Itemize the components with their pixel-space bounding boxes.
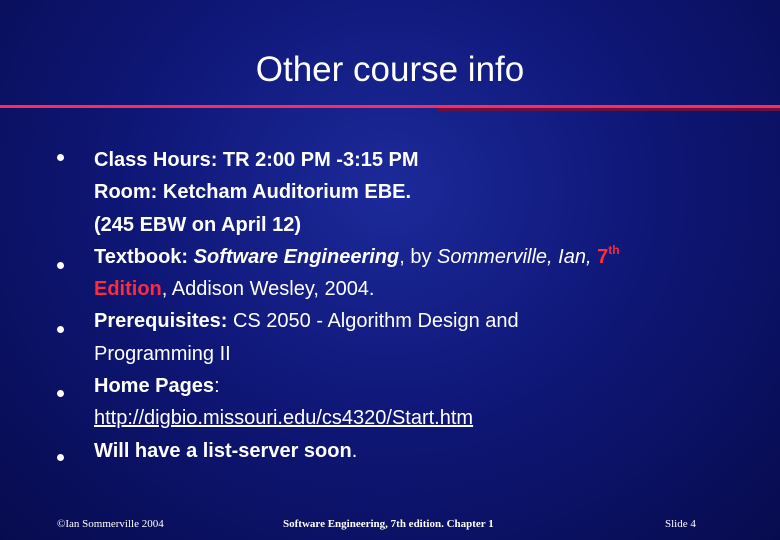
home-pages-line <box>94 370 764 402</box>
bullet-prerequisites <box>57 326 64 333</box>
prerequisites-line <box>94 305 764 337</box>
title-divider-line <box>0 105 780 108</box>
textbook-edition-sup: th <box>608 242 620 257</box>
title-divider <box>0 104 780 110</box>
home-pages-colon: : <box>214 375 220 398</box>
textbook-edition: Edition <box>94 278 162 301</box>
textbook-line-2 <box>94 273 764 305</box>
room-note-line: (245 EBW on April 12) <box>94 213 302 236</box>
prerequisites-label: Prerequisites: <box>94 310 228 333</box>
room-line: Room: Ketcham Auditorium EBE. <box>94 181 412 204</box>
prerequisites-line-2: Programming II <box>94 342 231 365</box>
textbook-edition-number: 7 <box>597 245 609 268</box>
textbook-title: Software Engineering <box>193 245 400 268</box>
class-hours-label: Class Hours: <box>94 149 218 171</box>
home-pages-label: Home Pages <box>94 375 215 398</box>
title-divider-shadow <box>438 108 780 111</box>
bullet-home-pages <box>57 390 64 397</box>
footer-slide-number: Slide 4 <box>665 518 696 530</box>
bullet-list <box>94 144 764 467</box>
list-server-line <box>94 435 764 467</box>
footer-copyright: ©Ian Sommerville 2004 <box>57 518 164 530</box>
bullet-list-server <box>57 454 64 461</box>
textbook-publisher: , Addison Wesley, 2004. <box>161 278 375 301</box>
slide-title: Other course info <box>255 50 525 89</box>
textbook-author: Sommerville, Ian, <box>437 245 592 268</box>
class-hours-line <box>94 144 764 176</box>
bullet-textbook <box>57 262 64 269</box>
textbook-line <box>94 241 764 273</box>
textbook-by: , by <box>399 245 438 268</box>
home-pages-link[interactable]: http://digbio.missouri.edu/cs4320/Start.htm <box>94 407 474 430</box>
home-pages-url-line <box>94 402 764 434</box>
footer-book-title: Software Engineering, 7th edition. Chapter 1 <box>283 518 494 530</box>
bullet-class-hours <box>57 154 64 161</box>
list-server-text: Will have a list-server soon <box>94 439 352 462</box>
prerequisites-value: CS 2050 - Algorithm Design and <box>227 310 519 333</box>
class-hours-value: TR 2:00 PM -3:15 PM <box>217 149 419 171</box>
textbook-label: Textbook: <box>94 245 189 268</box>
list-server-period: . <box>351 439 358 462</box>
